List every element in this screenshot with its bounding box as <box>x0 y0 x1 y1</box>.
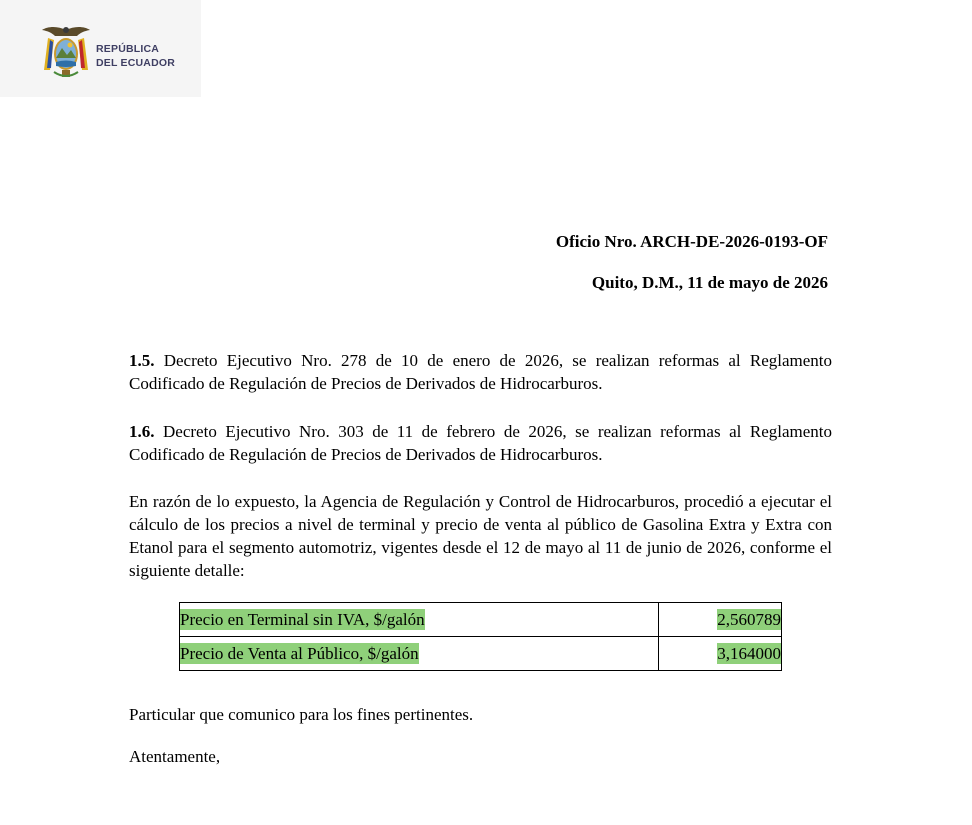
terminal-price-value: 2,560789 <box>717 609 781 629</box>
table-row <box>180 637 782 671</box>
coat-of-arms-icon <box>40 24 92 80</box>
price-label-cell <box>180 603 659 637</box>
price-table <box>179 602 782 671</box>
logo-line-1: REPÚBLICA <box>96 43 160 55</box>
paragraph-1-6-text: Decreto Ejecutivo Nro. 303 de 11 de febrero de 2026, se realizan reformas al Reglamento Codificado de Regulación de Precios de Derivados de Hidrocarburos. <box>129 422 833 464</box>
paragraph-1-5-number: 1.5. <box>129 351 155 370</box>
terminal-price-label: Precio en Terminal sin IVA, $/galón <box>180 609 425 629</box>
logo-wordmark <box>96 42 175 70</box>
sign-off: Atentamente, <box>129 747 221 766</box>
price-value-cell <box>659 637 782 671</box>
header-logo <box>0 0 201 97</box>
oficio-number: Oficio Nro. ARCH-DE-2026-0193-OF <box>555 232 828 251</box>
price-label-cell <box>180 637 659 671</box>
price-value-cell <box>659 603 782 637</box>
closing-sentence: Particular que comunico para los fines pertinentes. <box>129 705 474 724</box>
document-date: Quito, D.M., 11 de mayo de 2026 <box>591 273 828 292</box>
logo-line-2: DEL ECUADOR <box>96 57 176 69</box>
table-row <box>180 603 782 637</box>
paragraph-1-6-number: 1.6. <box>129 422 155 441</box>
public-price-value: 3,164000 <box>717 643 781 663</box>
paragraph-1-5-text: Decreto Ejecutivo Nro. 278 de 10 de enero de 2026, se realizan reformas al Reglamento Codificado de Regulación de Precios de Derivados de Hidrocarburos. <box>129 351 833 393</box>
paragraph-1-6 <box>129 420 832 466</box>
public-price-label: Precio de Venta al Público, $/galón <box>180 643 419 663</box>
paragraph-detalle: En razón de lo expuesto, la Agencia de Regulación y Control de Hidrocarburos, procedió a ejecutar el cálculo de los precios a nivel de terminal y precio de venta al público de Gasolina Extra y Extra con Etanol para el segmento automotriz, vigentes desde el 12 de mayo al 11 de junio de 2026, conforme el siguiente detalle: <box>129 492 832 580</box>
paragraph-1-5 <box>129 349 832 395</box>
